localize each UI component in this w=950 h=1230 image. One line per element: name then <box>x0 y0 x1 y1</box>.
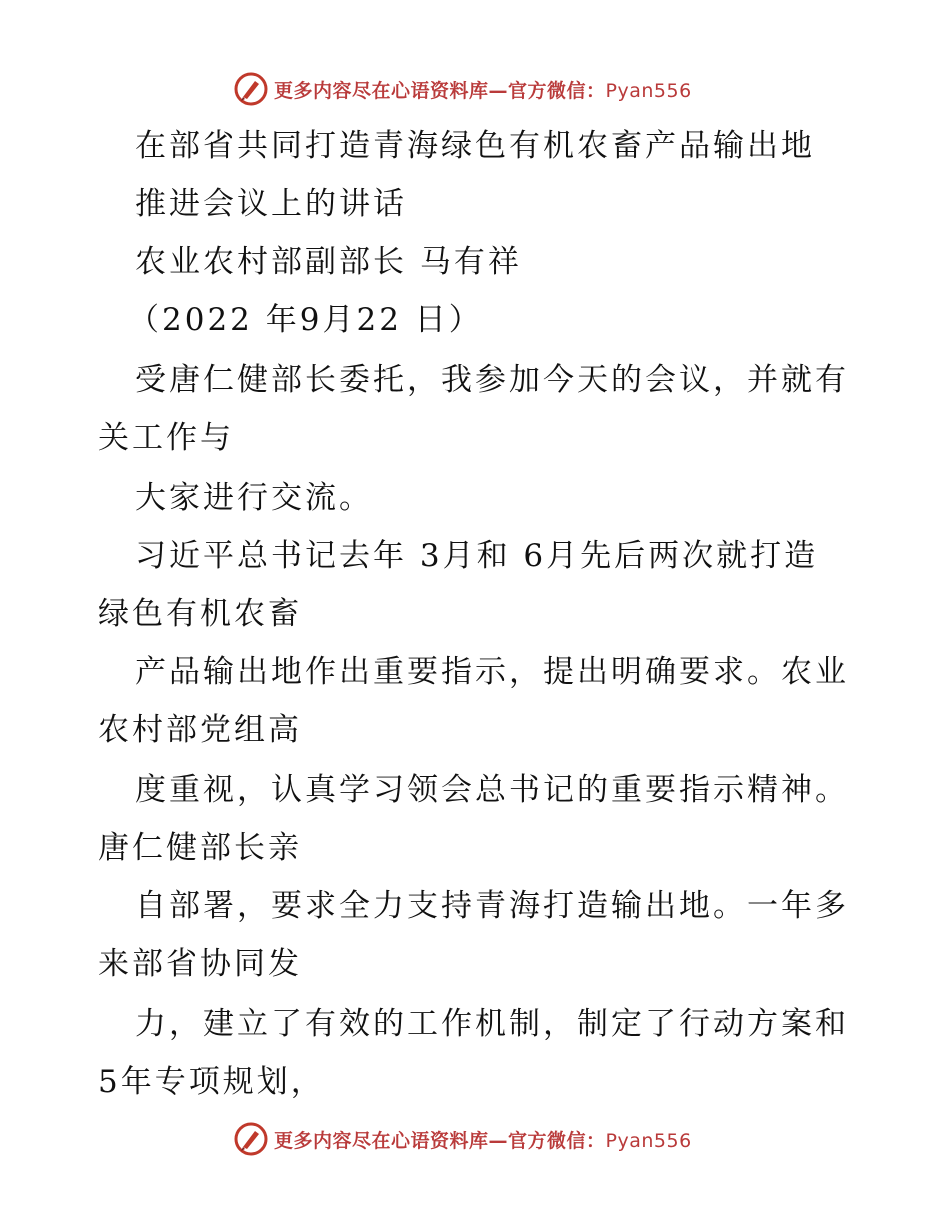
paragraph-line: 来部省协同发 <box>98 946 302 982</box>
red-pen-seal-icon <box>234 1122 268 1156</box>
document-title-line-1: 在部省共同打造青海绿色有机农畜产品输出地 <box>135 128 815 164</box>
paragraph-line: 唐仁健部长亲 <box>98 830 302 866</box>
paragraph-line: 农村部党组高 <box>98 712 302 748</box>
author-line: 农业农村部副部长 马有祥 <box>135 244 522 280</box>
document-title-line-2: 推进会议上的讲话 <box>135 186 407 222</box>
paragraph-line: 度重视，认真学习领会总书记的重要指示精神。 <box>135 772 849 808</box>
paragraph-line: 关工作与 <box>98 420 234 456</box>
paragraph-line: 绿色有机农畜 <box>98 596 302 632</box>
paragraph-line: 受唐仁健部长委托，我参加今天的会议，并就有 <box>135 362 849 398</box>
paragraph-line: 自部署，要求全力支持青海打造输出地。一年多 <box>135 888 849 924</box>
banner-text: 更多内容尽在心语资料库—官方微信：Pyan556 <box>274 1129 692 1152</box>
paragraph-line: 5年专项规划， <box>98 1064 325 1100</box>
red-pen-seal-icon <box>234 72 268 106</box>
date-line: （2022 年9月22 日） <box>128 302 483 338</box>
header-banner <box>234 72 692 106</box>
paragraph-line: 力，建立了有效的工作机制，制定了行动方案和 <box>135 1006 849 1042</box>
paragraph-line: 习近平总书记去年 3月和 6月先后两次就打造 <box>135 538 819 574</box>
paragraph-line: 产品输出地作出重要指示，提出明确要求。农业 <box>135 654 849 690</box>
paragraph-line: 大家进行交流。 <box>135 480 373 516</box>
banner-text: 更多内容尽在心语资料库—官方微信：Pyan556 <box>274 79 692 102</box>
footer-banner <box>234 1122 692 1156</box>
